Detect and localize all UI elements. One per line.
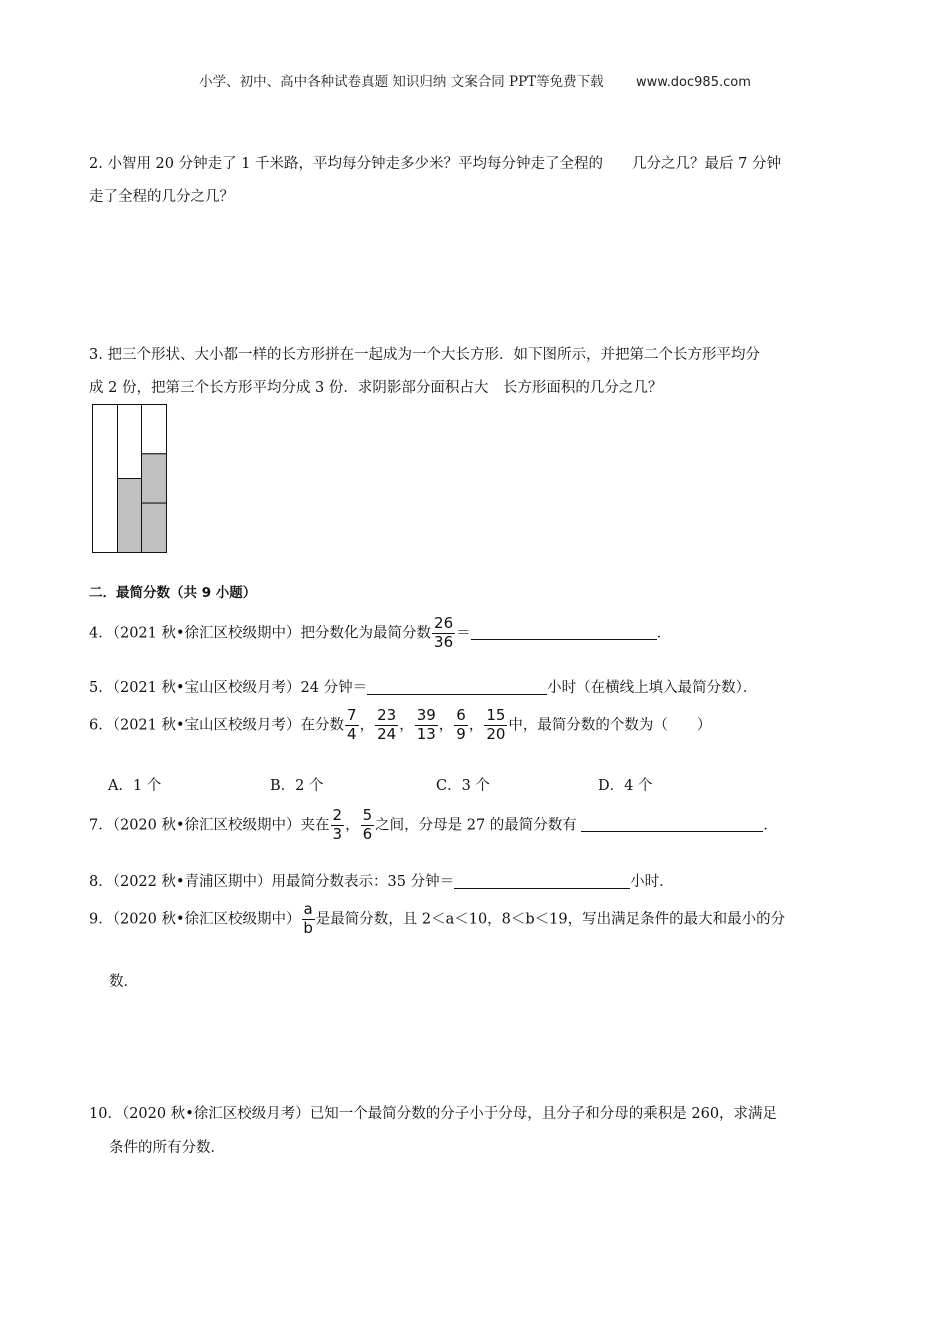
q7-f2-den: 6 bbox=[362, 824, 373, 843]
q6-option-c[interactable]: C．3 个 bbox=[436, 778, 490, 794]
q6-option-b[interactable]: B．2 个 bbox=[270, 778, 324, 794]
q6-fraction-5 bbox=[484, 708, 507, 743]
q9-fraction bbox=[302, 902, 315, 937]
q5-text: 5．（2021 秋•宝山区校级月考）24 分钟＝ bbox=[89, 680, 368, 696]
q4 bbox=[89, 616, 671, 651]
q6-f2-num: 23 bbox=[377, 706, 397, 724]
q7-end: ． bbox=[763, 817, 778, 834]
q7-fraction-2 bbox=[361, 808, 375, 843]
q4-equals: ＝ bbox=[456, 625, 471, 642]
q7 bbox=[89, 808, 778, 843]
q7-answer-blank[interactable] bbox=[581, 815, 763, 832]
q6-fraction-1 bbox=[345, 708, 359, 743]
rect-3-bottom-shaded bbox=[142, 503, 167, 552]
q6-f3-den: 13 bbox=[416, 724, 436, 743]
q6-f5-den: 20 bbox=[486, 724, 506, 743]
q6-option-d[interactable]: D．4 个 bbox=[598, 778, 653, 794]
q5-answer-blank[interactable] bbox=[367, 678, 547, 695]
q9-post: 是最简分数，且 2＜a＜10，8＜b＜19，写出满足条件的最大和最小的分 bbox=[315, 911, 786, 928]
q10-line2: 条件的所有分数． bbox=[109, 1140, 225, 1156]
q4-answer-blank[interactable] bbox=[471, 623, 657, 640]
q9 bbox=[89, 902, 785, 937]
q5 bbox=[89, 676, 757, 697]
q3-line1: 3. 把三个形状、大小都一样的长方形拼在一起成为一个大长方形．如下图所示，并把第二个长方形平均分 bbox=[89, 347, 760, 363]
q4-end: ． bbox=[656, 625, 672, 642]
q9-line2: 数． bbox=[109, 974, 138, 990]
q6-option-a[interactable]: A．1 个 bbox=[108, 778, 162, 794]
q6-fraction-3 bbox=[415, 708, 438, 743]
header-url[interactable]: www.doc985.com bbox=[635, 75, 751, 90]
q6-text: 6．（2021 秋•宝山区校级月考）在分数 bbox=[89, 717, 345, 734]
q8-post: 小时． bbox=[630, 874, 674, 890]
q10-line1: 10．（2020 秋•徐汇区校级月考）已知一个最简分数的分子小于分母，且分子和分母的乘积是 260，求满足 bbox=[89, 1106, 778, 1122]
q7-f1-den: 3 bbox=[332, 824, 343, 843]
q7-sep: ， bbox=[345, 817, 360, 834]
q4-numerator: 26 bbox=[434, 614, 454, 632]
q6-sep: ， bbox=[438, 717, 454, 734]
q8-text: 8．（2022 秋•青浦区期中）用最简分数表示：35 分钟＝ bbox=[89, 874, 455, 890]
q7-f1-num: 2 bbox=[332, 806, 343, 824]
q2-line1: 2. 小智用 20 分钟走了 1 千米路，平均每分钟走多少米？平均每分钟走了全程的 几分之几？最后 7 分钟 bbox=[89, 156, 781, 172]
q7-f2-num: 5 bbox=[362, 806, 373, 824]
page-header bbox=[0, 70, 950, 90]
q2-line2: 走了全程的几分之几？ bbox=[89, 189, 234, 205]
rect-3-middle-shaded bbox=[142, 454, 167, 503]
q8 bbox=[89, 870, 674, 891]
rect-3-top bbox=[142, 405, 167, 454]
q4-fraction bbox=[432, 616, 455, 651]
q4-text: 4．（2021 秋•徐汇区校级期中）把分数化为最简分数 bbox=[89, 625, 432, 642]
q4-denominator: 36 bbox=[434, 632, 454, 651]
section-title: 二．最简分数（共 9 小题） bbox=[89, 585, 257, 601]
q6-sep: ， bbox=[399, 717, 414, 734]
rect-2-top bbox=[118, 405, 142, 479]
q6-f1-num: 7 bbox=[347, 706, 357, 724]
q6-sep: ， bbox=[468, 717, 484, 734]
q7-post: 之间，分母是 27 的最简分数有 bbox=[375, 817, 582, 834]
q7-text: 7．（2020 秋•徐汇区校级期中）夹在 bbox=[89, 817, 330, 834]
q9-den: b bbox=[303, 918, 313, 937]
q5-post: 小时（在横线上填入最简分数）． bbox=[547, 680, 758, 696]
q6-f3-num: 39 bbox=[416, 706, 436, 724]
q3-line2: 成 2 份，把第三个长方形平均分成 3 份．求阴影部分面积占大 长方形面积的几分之几？ bbox=[89, 380, 663, 396]
q6-fraction-4 bbox=[454, 708, 468, 743]
rect-2-bottom-shaded bbox=[118, 479, 142, 553]
q6-f2-den: 24 bbox=[377, 724, 397, 743]
q6-fraction-2 bbox=[375, 708, 398, 743]
q9-text: 9．（2020 秋•徐汇区校级期中） bbox=[89, 911, 301, 928]
q6-post: 中，最简分数的个数为（ ） bbox=[508, 717, 712, 734]
header-title: 小学、初中、高中各种试卷真题 知识归纳 文案合同 PPT等免费下载 bbox=[199, 74, 604, 90]
q8-answer-blank[interactable] bbox=[454, 872, 630, 889]
rect-1 bbox=[93, 405, 118, 553]
q7-fraction-1 bbox=[331, 808, 345, 843]
q6-f5-num: 15 bbox=[486, 706, 506, 724]
q6 bbox=[89, 708, 711, 743]
q6-f4-den: 9 bbox=[456, 724, 466, 743]
q6-f1-den: 4 bbox=[347, 724, 357, 743]
q6-f4-num: 6 bbox=[456, 706, 466, 724]
q6-sep: ， bbox=[359, 717, 375, 734]
rectangles-figure bbox=[92, 404, 170, 556]
q9-num: a bbox=[303, 900, 313, 918]
